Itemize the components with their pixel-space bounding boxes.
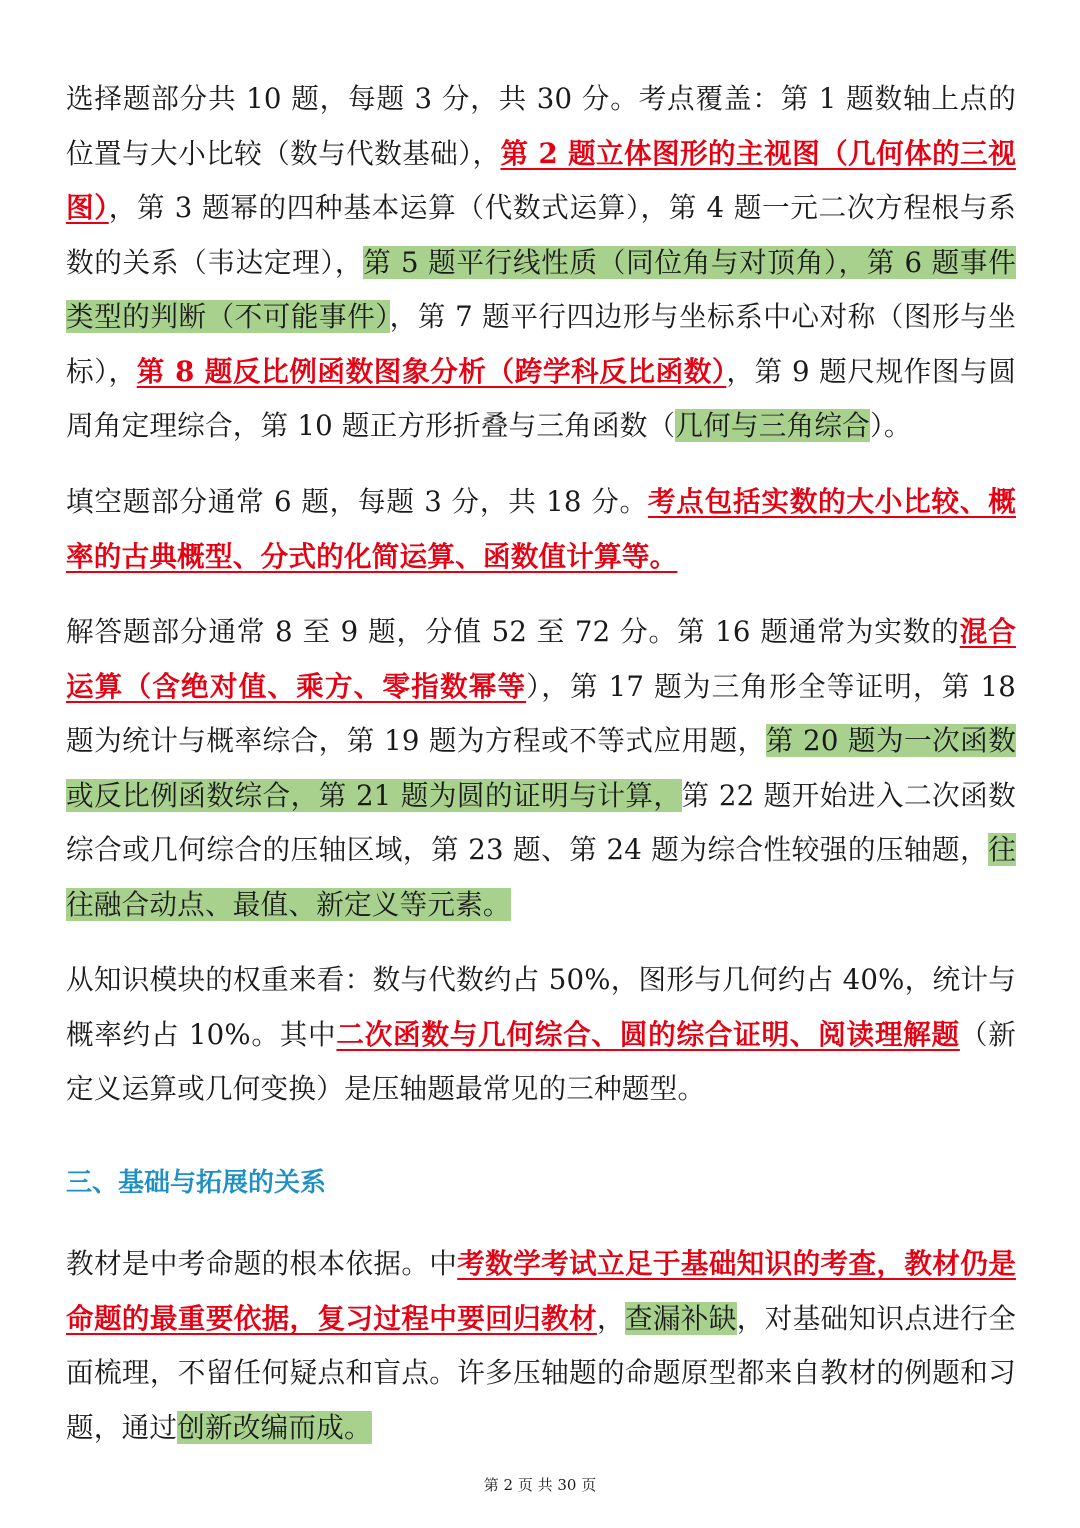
text-segment: （新定义运算或几何变换）是压轴题最常见的三种题型。 — [66, 1017, 1016, 1105]
paragraph-answer-questions — [66, 605, 1016, 932]
page-number-footer: 第 2 页 共 30 页 — [483, 1476, 597, 1494]
text-segment: 选择题部分共 10 题，每题 3 分，共 30 分。考点覆盖：第 1 题数轴上点的位置与大小比较（数与代数基础）， — [66, 82, 1016, 170]
text-segment: ）。 — [869, 409, 912, 442]
green-highlight-text: 第 20 题为一次函数或反比例函数综合，第 21 题为圆的证明与计算， — [66, 724, 1016, 812]
text-segment: 第 22 题开始进入二次函数综合或几何综合的压轴区域，第 23 题、第 24 题为综合性较强的压轴题， — [66, 778, 1016, 866]
red-emphasis-text: 混合运算（含绝对值、乘方、零指数幂等 — [66, 615, 1016, 703]
text-segment: 教材是中考命题的根本依据。中 — [66, 1247, 458, 1280]
green-highlight-text: 几何与三角综合 — [675, 409, 870, 442]
paragraph-fill-in — [66, 475, 1016, 584]
text-segment: ，对基础知识点进行全面梳理，不留任何疑点和盲点。许多压轴题的命题原型都来自教材的例题和习题，通过 — [66, 1301, 1016, 1444]
green-highlight-text: 查漏补缺 — [624, 1301, 737, 1335]
green-highlight-text: 往往融合动点、最值、新定义等元素。 — [66, 833, 1016, 921]
text-segment: ，第 9 题尺规作图与圆周角定理综合，第 10 题正方形折叠与三角函数（ — [66, 354, 1017, 442]
text-segment: 解答题部分通常 8 至 9 题，分值 52 至 72 分。第 16 题通常为实数的 — [66, 615, 960, 648]
red-emphasis-text: 二次函数与几何综合、圆的综合证明、阅读理解题 — [336, 1017, 960, 1051]
text-segment: 从知识模块的权重来看：数与代数约占 50%，图形与几何约占 40%，统计与概率约占 10%。其中 — [66, 963, 1016, 1051]
text-segment: ， — [596, 1301, 625, 1335]
text-segment: ），第 17 题为三角形全等证明，第 18 题为统计与概率综合，第 19 题为方程或不等式应用题， — [66, 669, 1016, 757]
red-emphasis-text: 考点包括实数的大小比较、概率的古典概型、分式的化简运算、函数值计算等。 — [66, 485, 1016, 573]
red-emphasis-text: 第 2 题立体图形的主视图（几何体的三视图） — [66, 136, 1016, 224]
green-highlight-text: 第 5 题平行线性质（同位角与对顶角），第 6 题事件类型的判断（不可能事件） — [66, 245, 1016, 333]
green-highlight-text: 创新改编而成。 — [177, 1410, 372, 1444]
paragraph-weights — [66, 953, 1016, 1117]
text-segment: ，第 3 题幂的四种基本运算（代数式运算），第 4 题一元二次方程根与系数的关系（韦达定理）， — [66, 191, 1016, 279]
paragraph-textbook — [66, 1237, 1016, 1455]
paragraph-multiple-choice — [66, 72, 1016, 454]
section-heading: 三、基础与拓展的关系 — [66, 1168, 327, 1198]
red-emphasis-text: 考数学考试立足于基础知识的考查，教材仍是命题的最重要依据，复习过程中要回归教材 — [66, 1247, 1016, 1335]
red-emphasis-text: 第 8 题反比例函数图象分析（跨学科反比函数） — [136, 354, 727, 388]
text-segment: ，第 7 题平行四边形与坐标系中心对称（图形与坐标）， — [66, 300, 1016, 388]
text-segment: 填空题部分通常 6 题，每题 3 分，共 18 分。 — [66, 485, 648, 518]
